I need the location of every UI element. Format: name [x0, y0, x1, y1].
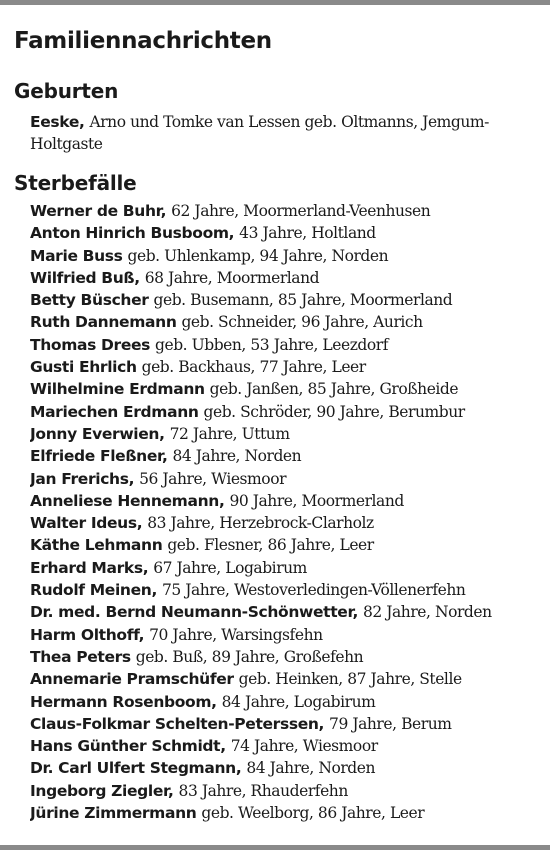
- death-entry: [30, 334, 545, 356]
- death-entry-detail: 43 Jahre, Holtland: [239, 224, 376, 243]
- births-list: [30, 111, 535, 156]
- death-entry-name: Marie Buss: [30, 246, 123, 265]
- death-entry: [30, 245, 545, 267]
- death-entry-name: Thea Peters: [30, 647, 131, 666]
- death-entry-detail: geb. Schneider, 96 Jahre, Aurich: [181, 313, 423, 332]
- death-entry-name: Hans Günther Schmidt,: [30, 737, 226, 756]
- death-entry: [30, 601, 545, 623]
- death-entry-name: Anton Hinrich Busboom,: [30, 224, 235, 243]
- death-entry-detail: 68 Jahre, Moormerland: [144, 268, 320, 287]
- death-entry-detail: 83 Jahre, Rhauderfehn: [178, 781, 348, 800]
- death-entry-detail: 72 Jahre, Uttum: [169, 424, 290, 443]
- death-entry: [30, 579, 545, 601]
- death-entry-name: Jan Frerichs,: [30, 469, 135, 488]
- death-entry-name: Elfriede Fleßner,: [30, 447, 168, 466]
- death-entry: [30, 378, 545, 400]
- death-entry-name: Hermann Rosenboom,: [30, 692, 217, 711]
- death-entry: [30, 423, 545, 445]
- death-entry: [30, 624, 545, 646]
- death-entry-name: Harm Olthoff,: [30, 625, 145, 644]
- death-entry: [30, 311, 545, 333]
- top-divider: [0, 0, 550, 5]
- death-entry: [30, 356, 545, 378]
- death-entry-detail: geb. Ubben, 53 Jahre, Leezdorf: [155, 335, 389, 354]
- death-entry: [30, 445, 545, 467]
- death-entry-detail: 84 Jahre, Norden: [246, 759, 376, 778]
- death-entry: [30, 735, 545, 757]
- death-entry-name: Wilfried Buß,: [30, 268, 140, 287]
- death-entry-detail: geb. Buß, 89 Jahre, Großefehn: [135, 647, 364, 666]
- death-entry-name: Jürine Zimmermann: [30, 804, 197, 823]
- death-entry: [30, 780, 545, 802]
- death-entry-detail: 75 Jahre, Westoverledingen-Völlenerfehn: [161, 581, 466, 600]
- death-entry: [30, 802, 545, 824]
- death-entry-name: Dr. med. Bernd Neumann-Schönwetter,: [30, 603, 358, 622]
- death-entry-detail: geb. Flesner, 86 Jahre, Leer: [167, 536, 374, 555]
- death-entry-detail: 83 Jahre, Herzebrock-Clarholz: [147, 514, 374, 533]
- death-entry-detail: 82 Jahre, Norden: [362, 603, 492, 622]
- death-entry: [30, 267, 545, 289]
- death-entry: [30, 222, 545, 244]
- death-entry-name: Käthe Lehmann: [30, 536, 163, 555]
- death-entry: [30, 668, 545, 690]
- death-entry-detail: geb. Schröder, 90 Jahre, Berumbur: [203, 402, 465, 421]
- death-entry-detail: 56 Jahre, Wiesmoor: [139, 469, 287, 488]
- birth-entry-name: Eeske,: [30, 113, 85, 131]
- death-entry: [30, 512, 545, 534]
- death-entry-detail: geb. Weelborg, 86 Jahre, Leer: [201, 804, 425, 823]
- births-heading: Geburten: [14, 79, 119, 103]
- page-title: Familiennachrichten: [14, 28, 272, 54]
- death-entry: [30, 289, 545, 311]
- death-entry-detail: 79 Jahre, Berum: [329, 714, 452, 733]
- death-entry: [30, 557, 545, 579]
- death-entry-detail: geb. Backhaus, 77 Jahre, Leer: [141, 358, 366, 377]
- death-entry-name: Jonny Everwien,: [30, 424, 165, 443]
- death-entry-detail: 84 Jahre, Norden: [172, 447, 302, 466]
- bottom-divider: [0, 845, 550, 850]
- deaths-heading: Sterbefälle: [14, 171, 137, 195]
- death-entry-name: Gusti Ehrlich: [30, 358, 137, 377]
- death-entry-name: Mariechen Erdmann: [30, 402, 199, 421]
- death-entry-name: Ruth Dannemann: [30, 313, 177, 332]
- death-entry-name: Ingeborg Ziegler,: [30, 781, 174, 800]
- birth-entry-detail: Arno und Tomke van Lessen geb. Oltmanns, Jemgum-Holtgaste: [30, 113, 489, 154]
- death-entry-name: Rudolf Meinen,: [30, 581, 157, 600]
- death-entry-name: Wilhelmine Erdmann: [30, 380, 205, 399]
- death-entry-name: Claus-Folkmar Schelten-Peterssen,: [30, 714, 325, 733]
- death-entry-detail: 74 Jahre, Wiesmoor: [230, 737, 378, 756]
- death-entry-name: Dr. Carl Ulfert Stegmann,: [30, 759, 242, 778]
- death-entry-name: Anneliese Hennemann,: [30, 491, 225, 510]
- death-entry-detail: 67 Jahre, Logabirum: [153, 558, 307, 577]
- death-entry: [30, 534, 545, 556]
- death-entry-detail: 70 Jahre, Warsingsfehn: [149, 625, 323, 644]
- death-entry: [30, 691, 545, 713]
- death-entry-detail: geb. Heinken, 87 Jahre, Stelle: [238, 670, 462, 689]
- death-entry: [30, 468, 545, 490]
- death-entry-detail: geb. Busemann, 85 Jahre, Moormerland: [153, 291, 453, 310]
- death-entry-name: Annemarie Pramschüfer: [30, 670, 234, 689]
- death-entry-name: Thomas Drees: [30, 335, 151, 354]
- deaths-list: [30, 200, 545, 824]
- birth-entry: [30, 111, 535, 156]
- death-entry-detail: geb. Janßen, 85 Jahre, Großheide: [209, 380, 459, 399]
- death-entry: [30, 713, 545, 735]
- death-entry: [30, 490, 545, 512]
- death-entry-name: Erhard Marks,: [30, 558, 149, 577]
- death-entry-name: Walter Ideus,: [30, 514, 143, 533]
- death-entry-detail: 62 Jahre, Moormerland-Veenhusen: [171, 202, 431, 220]
- death-entry: [30, 401, 545, 423]
- death-entry-detail: 90 Jahre, Moormerland: [229, 491, 404, 510]
- death-entry-detail: 84 Jahre, Logabirum: [221, 692, 376, 711]
- death-entry-name: Betty Büscher: [30, 291, 149, 310]
- death-entry-detail: geb. Uhlenkamp, 94 Jahre, Norden: [127, 246, 389, 265]
- death-entry: [30, 757, 545, 779]
- death-entry: [30, 200, 545, 222]
- death-entry-name: Werner de Buhr,: [30, 202, 167, 220]
- death-entry: [30, 646, 545, 668]
